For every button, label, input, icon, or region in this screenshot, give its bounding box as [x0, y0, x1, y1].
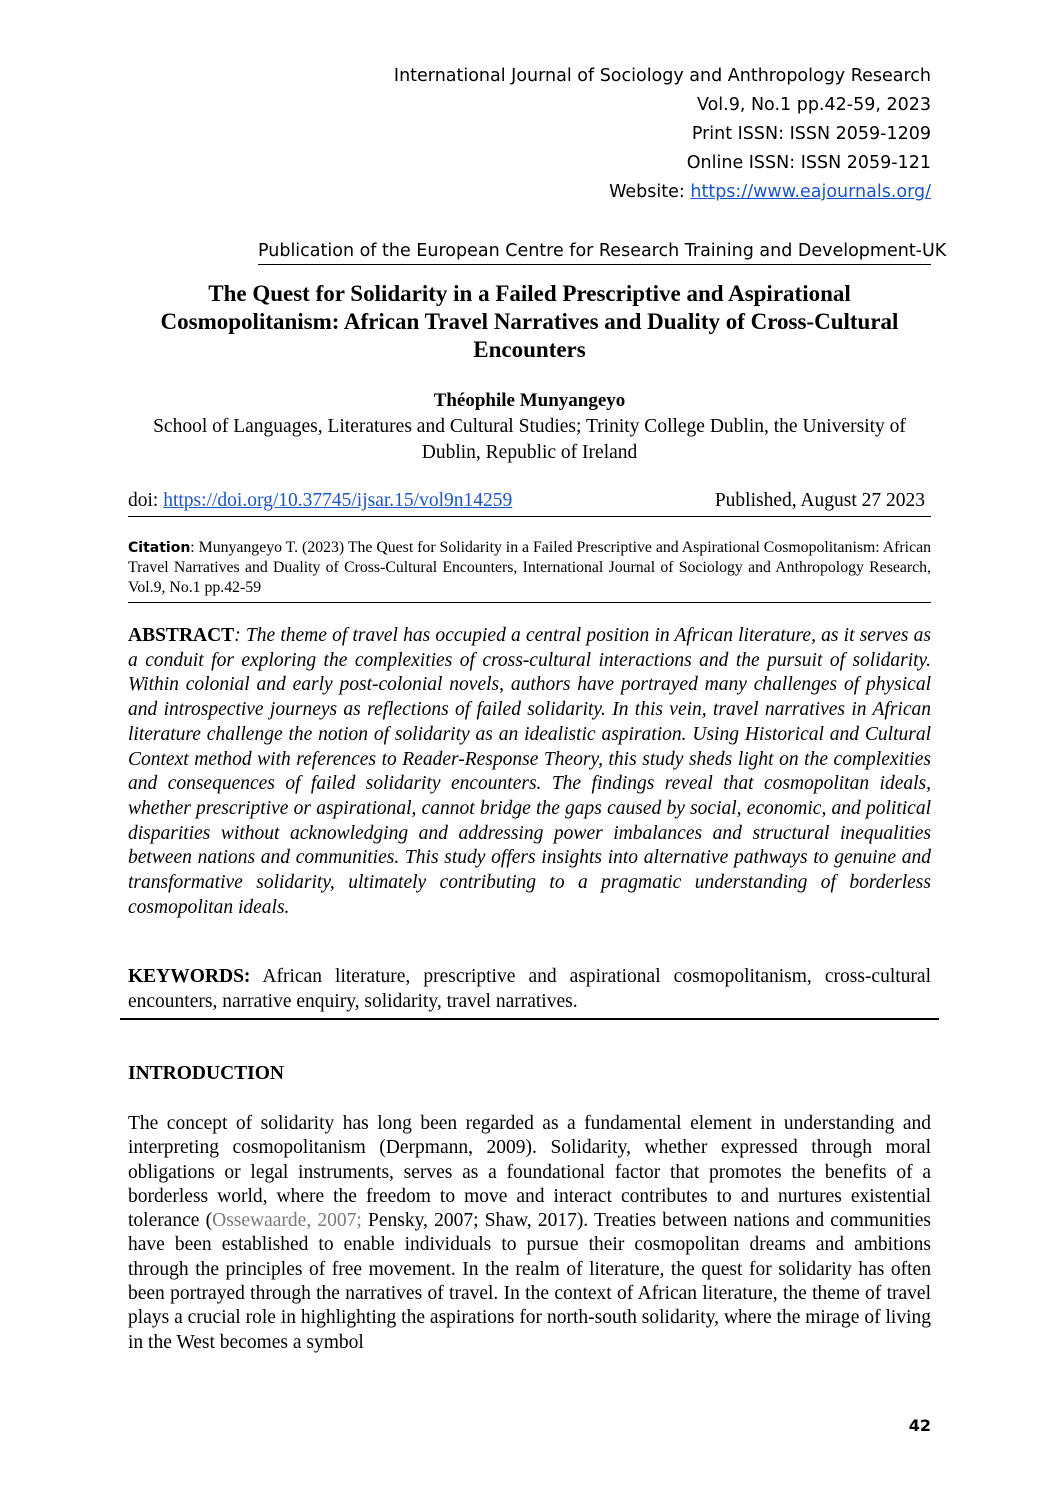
abstract-text: : The theme of travel has occupied a central position in African literature, as it serves as a conduit for exploring the complexities of cross-cultural interactions and the pursuit of solidarity. Within colonial and early post-colonial novels, authors have portrayed many challenges of physical and introspective journeys as reflections of failed solidarity. In this vein, travel narratives in African literature challenge the notion of solidarity as an idealistic aspiration. Using Historical and Cultural Context method with references to Reader-Response Theory, this study sheds light on the complexities and consequences of failed solidarity encounters. The findings reveal that cosmopolitan ideals, whether prescriptive or aspirational, cannot bridge the gaps caused by social, economic, and political disparities without acknowledging and addressing power imbalances and structural inequalities between nations and communities. This study offers insights into alternative pathways to genuine and transformative solidarity, ultimately contributing to a pragmatic understanding of borderless cosmopolitan ideals. [128, 625, 931, 918]
volume-line: Vol.9, No.1 pp.42-59, 2023 [696, 95, 931, 115]
doi-row [128, 490, 931, 517]
page-number: 42 [908, 1416, 931, 1435]
online-issn: Online ISSN: ISSN 2059-121 [686, 153, 931, 173]
website-link[interactable]: https://www.eajournals.org/ [690, 182, 931, 202]
website-line [394, 178, 931, 207]
website-label: Website: [609, 182, 691, 202]
intro-text-before: The concept of solidarity has long been regarded as a fundamental element in understanding and interpreting cosmopolitanism (Derpmann, 2009). Solidarity, whether expressed through moral obligations or legal instruments, serves as a foundational factor that promotes the benefits of a borderless world, where the freedom to move and interact contributes to and nurtures existential tolerance ( [128, 1113, 931, 1232]
citation-text: : Munyangeyo T. (2023) The Quest for Solidarity in a Failed Prescriptive and Aspirational Cosmopolitanism: African Travel Narratives and Duality of Cross-Cultural Encounters, International Journal of Sociology and Anthropology Research, Vol.9, No.1 pp.42-59 [128, 539, 931, 596]
doi [128, 490, 512, 512]
abstract-block [128, 624, 931, 920]
intro-gray-citation: Ossewaarde, 2007; [212, 1210, 362, 1232]
print-issn: Print ISSN: ISSN 2059-1209 [691, 124, 931, 144]
keywords-label: KEYWORDS: [128, 966, 251, 987]
abstract-label: ABSTRACT [128, 625, 235, 646]
citation-label: Citation [128, 540, 191, 556]
journal-name: International Journal of Sociology and Anthropology Research [393, 66, 931, 86]
author-affiliation: School of Languages, Literatures and Cultural Studies; Trinity College Dublin, the University of Dublin, Republic of Ireland [153, 416, 906, 463]
introduction-heading: INTRODUCTION [128, 1063, 285, 1084]
author-name: Théophile Munyangeyo [433, 390, 626, 411]
published-date: Published, August 27 2023 [714, 490, 925, 511]
intro-text-after: Pensky, 2007; Shaw, 2017). Treaties between nations and communities have been established to enable individuals to pursue their cosmopolitan dreams and ambitions through the principles of free movement. In the realm of literature, the quest for solidarity has often been portrayed through the narratives of travel. In the context of African literature, the theme of travel plays a crucial role in highlighting the aspirations for north-south solidarity, where the mirage of living in the West becomes a symbol [128, 1210, 932, 1353]
citation-block [128, 538, 931, 603]
article-title: The Quest for Solidarity in a Failed Prescriptive and Aspirational Cosmopolitanism: African Travel Narratives and Duality of Cross-Cultural Encounters [160, 281, 899, 362]
doi-link[interactable]: https://doi.org/10.37745/ijsar.15/vol9n14259 [163, 490, 513, 511]
publisher-line: Publication of the European Centre for Research Training and Development-UK [258, 240, 931, 265]
keywords-text: African literature, prescriptive and aspirational cosmopolitanism, cross-cultural encounters, narrative enquiry, solidarity, travel narratives. [128, 966, 931, 1012]
keywords-block [120, 965, 939, 1020]
journal-header [394, 62, 931, 207]
introduction-paragraph [128, 1112, 931, 1355]
doi-label: doi: [128, 490, 164, 511]
